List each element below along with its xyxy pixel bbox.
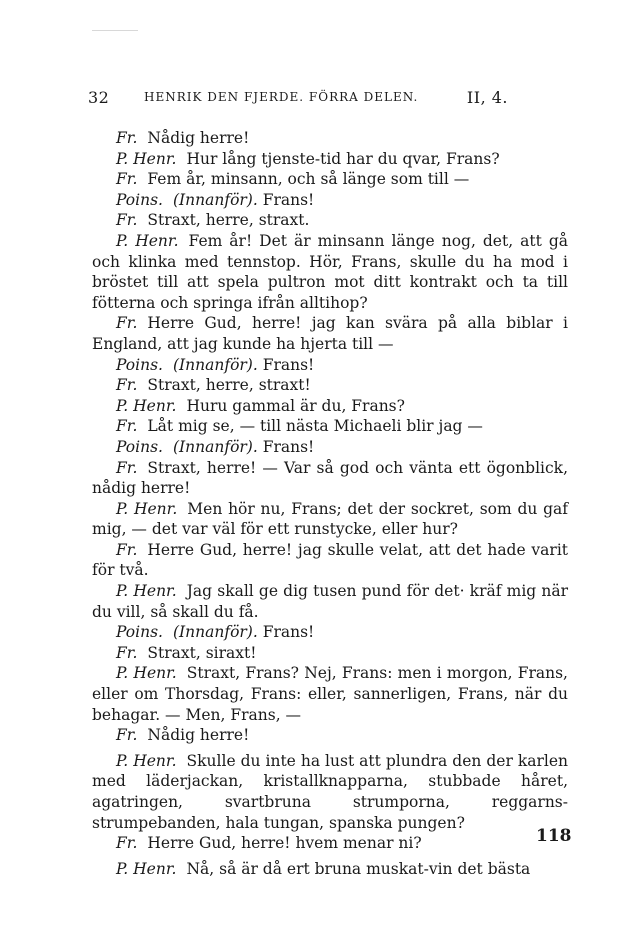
- speech-text: Herre Gud, herre! jag kan svära på alla biblar i England, att jag kunde ha hjerta till —: [92, 314, 568, 353]
- speaker-name: P. Henr.: [116, 231, 179, 250]
- speech-text: Nå, så är då ert bruna muskat-vin det bästa: [186, 859, 531, 878]
- running-title: HENRIK DEN FJERDE. FÖRRA DELEN.: [144, 90, 419, 104]
- speech-text: Straxt, herre, straxt!: [147, 376, 311, 395]
- speech: [92, 375, 568, 396]
- speech-text: Hur lång tjenste-tid har du qvar, Frans?: [186, 149, 500, 168]
- page-number: 32: [88, 88, 110, 107]
- speech: [92, 458, 568, 499]
- speaker-name: P. Henr.: [116, 859, 177, 878]
- speech-text: Straxt, herre, straxt.: [147, 211, 310, 230]
- speech-text: Fem år, minsann, och så länge som till —: [147, 170, 470, 189]
- speech-text: Nådig herre!: [147, 129, 250, 147]
- speaker-name: Fr.: [116, 170, 138, 189]
- speech: [92, 622, 568, 643]
- speech: [92, 859, 568, 880]
- speech: [92, 540, 568, 581]
- speech: [92, 833, 568, 854]
- speech-text: Frans!: [262, 623, 315, 642]
- speech-text: Nådig herre!: [147, 726, 250, 745]
- speaker-name: Fr.: [116, 314, 138, 333]
- speaker-name: Fr.: [116, 376, 138, 395]
- speech: [92, 149, 568, 170]
- speech: [92, 751, 568, 833]
- speaker-name: Fr.: [116, 129, 138, 147]
- speech: [92, 210, 568, 231]
- speech: [92, 355, 568, 376]
- speech: [92, 396, 568, 417]
- dialogue-text: [92, 128, 568, 879]
- speech-text: Frans!: [262, 355, 315, 374]
- speech-text: Straxt, herre! — Var så god och vänta ett ögonblick, nådig herre!: [92, 458, 568, 498]
- speaker-name: P. Henr.: [116, 149, 177, 168]
- speaker-name: P. Henr.: [116, 664, 177, 683]
- speech-text: Frans!: [262, 437, 315, 456]
- speaker-name: Fr.: [116, 726, 138, 745]
- speech-text: Herre Gud, herre! jag skulle velat, att det hade varit för två.: [92, 540, 568, 580]
- speech-text: Straxt, siraxt!: [147, 643, 257, 662]
- speaker-name: P. Henr.: [116, 751, 177, 770]
- stage-direction: (Innanför).: [172, 437, 258, 456]
- speech-text: Huru gammal är du, Frans?: [186, 396, 405, 415]
- speech: [92, 663, 568, 725]
- speaker-name: Fr.: [116, 417, 138, 436]
- speech-text: Jag skall ge dig tusen pund för det· kräf mig när du vill, så skall du få.: [92, 582, 568, 621]
- stage-direction: (Innanför).: [172, 623, 258, 642]
- speech: [92, 437, 568, 458]
- speech-text: Fem år! Det är minsann länge nog, det, att gå och klinka med tennstop. Hör, Frans, skulle du ha mod i bröstet till att spela pultron mot ditt kontrakt och ta till fötterna och springa ifrån alltihop?: [92, 231, 568, 312]
- speech: [92, 581, 568, 622]
- speaker-name: Poins.: [116, 623, 163, 642]
- speaker-name: Fr.: [116, 458, 138, 477]
- speaker-name: Poins.: [116, 355, 163, 374]
- speech-text: Skulle du inte ha lust att plundra den der karlen med läderjackan, kristallknapparna, stubbade håret, agatringen, svartbruna strumporna, reggarns-strumpebanden, hala tungan, spanska pungen?: [92, 751, 569, 832]
- speaker-name: Fr.: [116, 540, 138, 559]
- speech-text: Frans!: [262, 190, 315, 209]
- speaker-name: P. Henr.: [116, 499, 178, 518]
- speech: [92, 231, 568, 313]
- speech: [92, 128, 568, 149]
- signature-mark: 118: [536, 826, 572, 846]
- speech: [92, 643, 568, 664]
- running-header: [88, 88, 508, 110]
- speech: [92, 725, 568, 746]
- stage-direction: (Innanför).: [172, 355, 258, 374]
- speech: [92, 169, 568, 190]
- speech: [92, 313, 568, 354]
- speech-text: Men hör nu, Frans; det der sockret, som du gaf mig, — det var väl för ett runstycke, eller hur?: [92, 499, 568, 539]
- speech: [92, 416, 568, 437]
- speaker-name: Poins.: [116, 190, 163, 209]
- speech: [92, 499, 568, 540]
- act-scene: II, 4.: [466, 88, 508, 107]
- speaker-name: P. Henr.: [116, 396, 177, 415]
- scan-artifact: [92, 30, 138, 31]
- speaker-name: Poins.: [116, 437, 163, 456]
- speech-text: Straxt, Frans? Nej, Frans: men i morgon, Frans, eller om Thorsdag, Frans: eller, sannerligen, Frans, när du behagar. — Men, Frans, —: [92, 664, 568, 724]
- speech: [92, 190, 568, 211]
- speaker-name: Fr.: [116, 834, 138, 853]
- stage-direction: (Innanför).: [172, 190, 258, 209]
- speaker-name: Fr.: [116, 643, 138, 662]
- speaker-name: Fr.: [116, 211, 138, 230]
- speaker-name: P. Henr.: [116, 582, 177, 601]
- speech-text: Herre Gud, herre! hvem menar ni?: [147, 834, 422, 853]
- speech-text: Låt mig se, — till nästa Michaeli blir jag —: [147, 417, 483, 436]
